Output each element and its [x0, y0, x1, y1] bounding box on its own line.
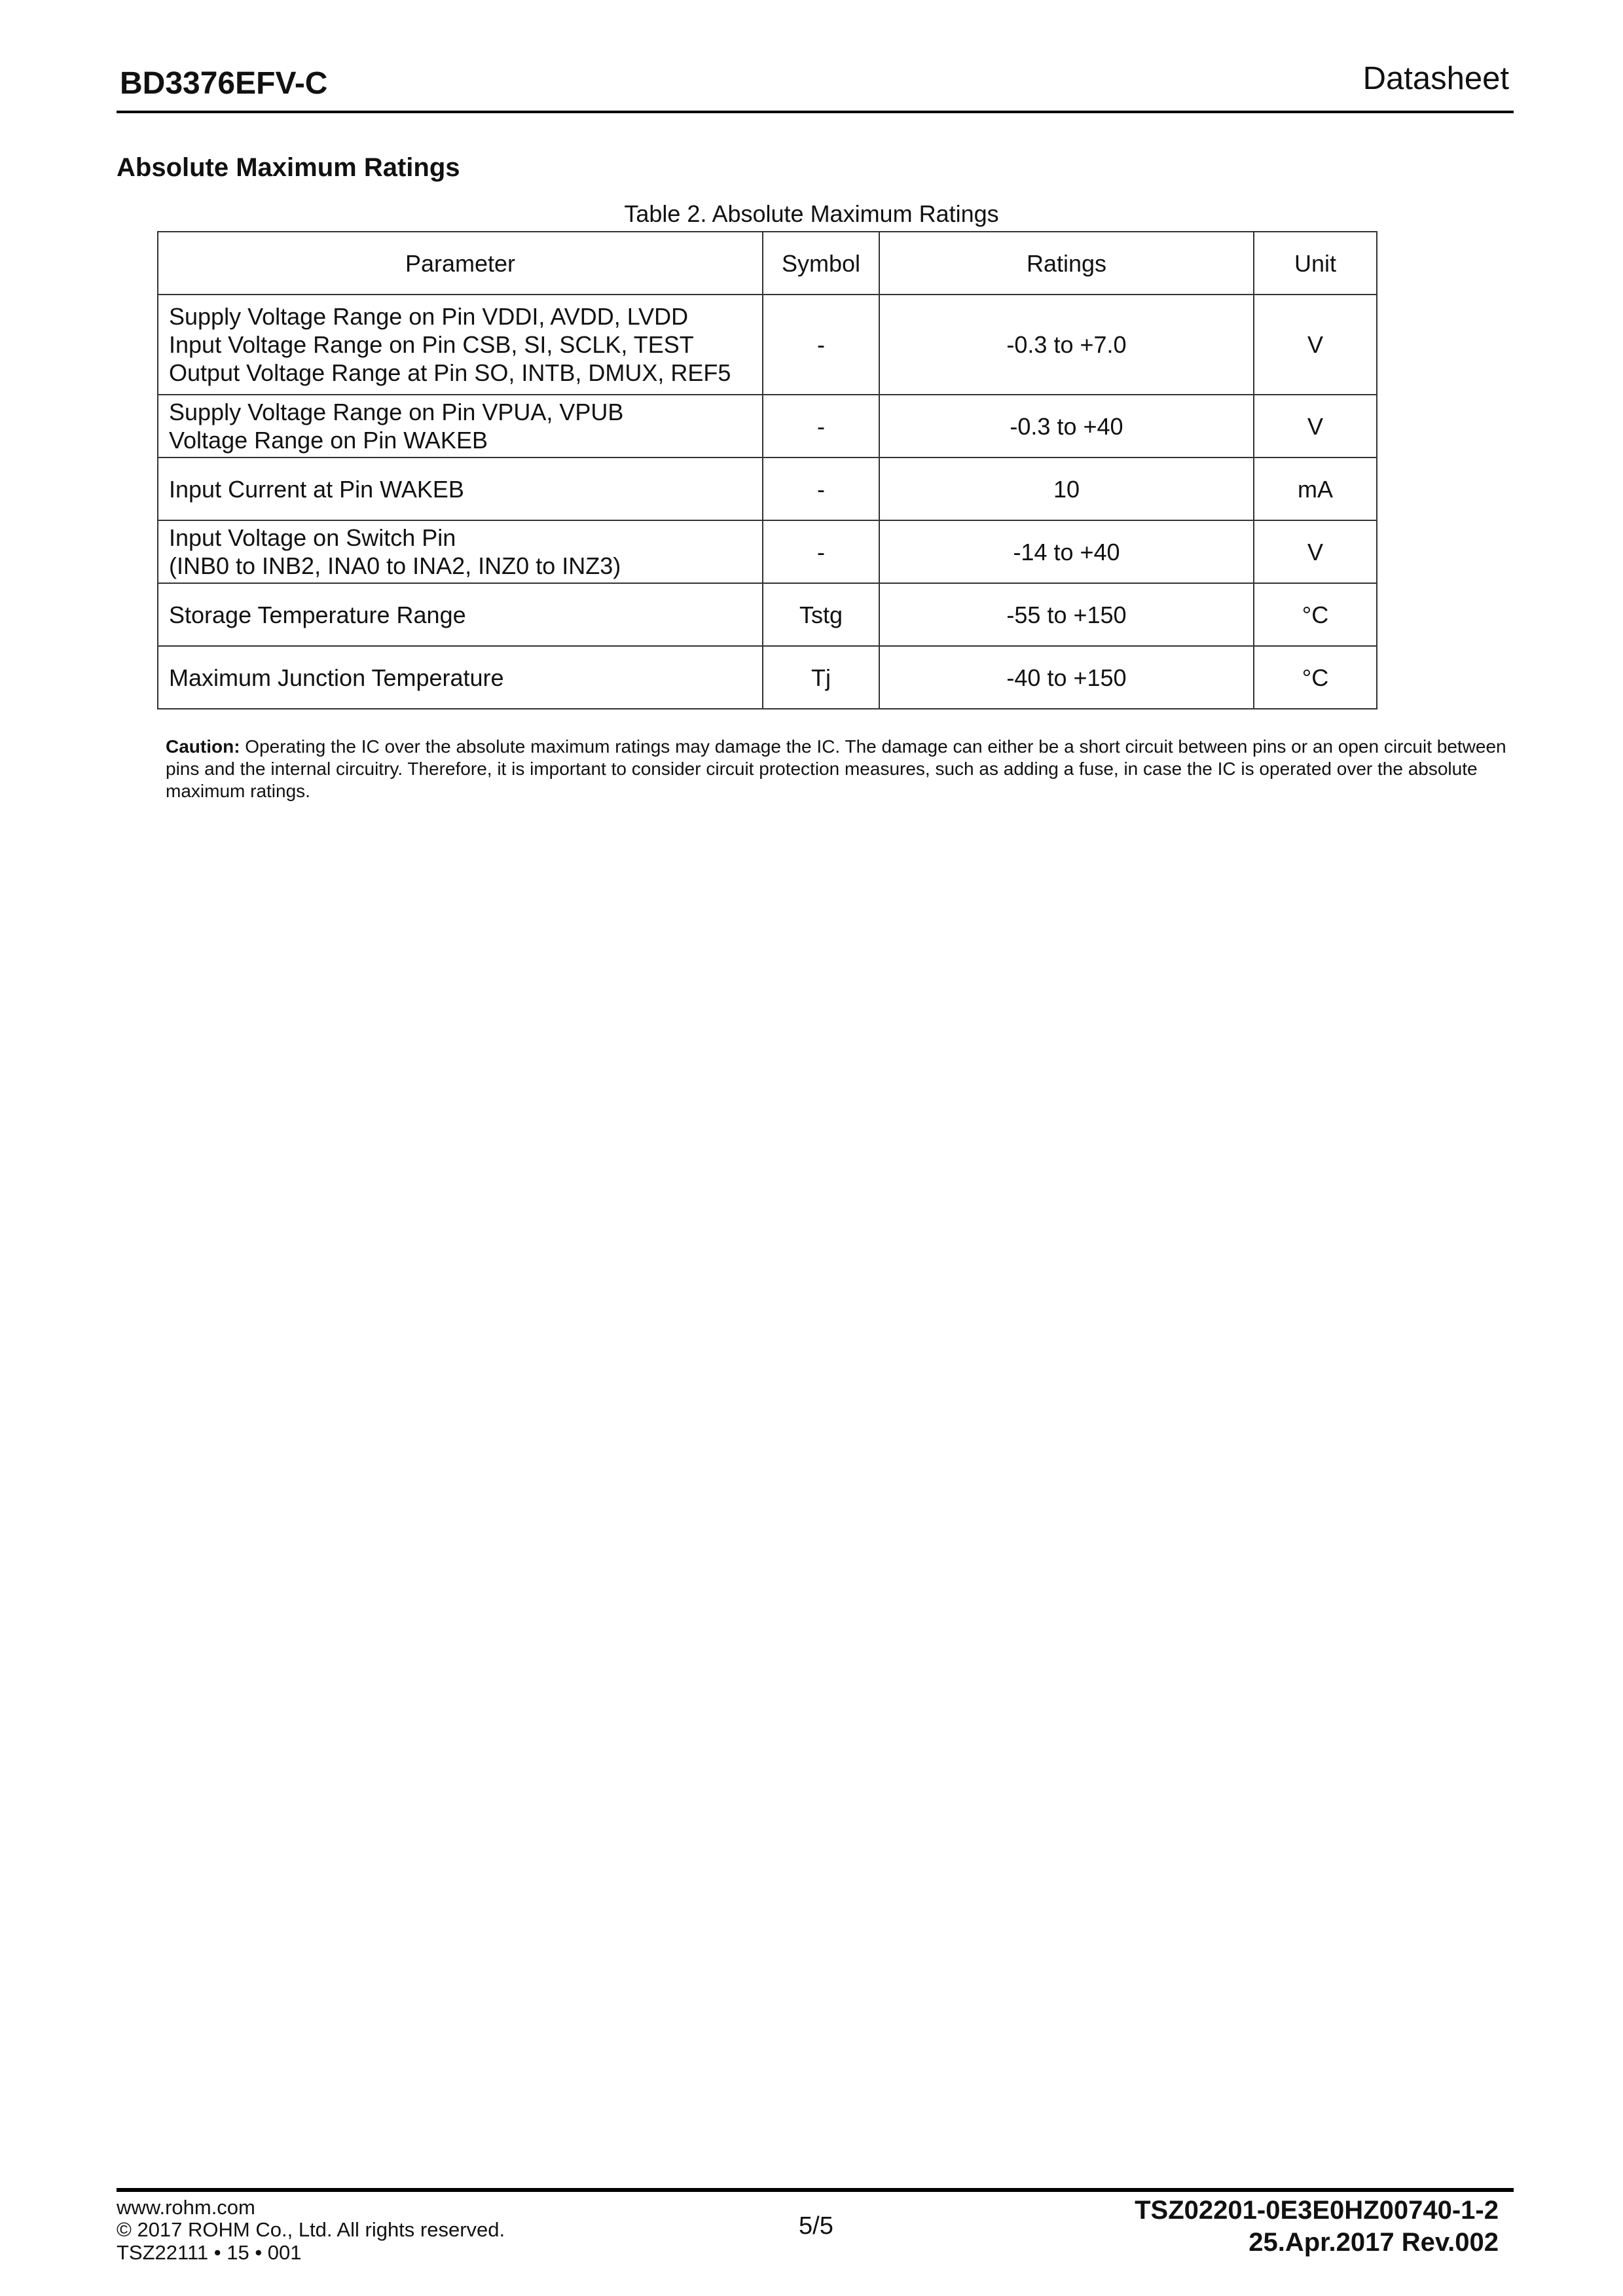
unit-cell: V — [1254, 295, 1377, 395]
parameter-line: Maximum Junction Temperature — [169, 664, 504, 691]
ratings-cell: 10 — [879, 457, 1254, 520]
table-caption: Table 2. Absolute Maximum Ratings — [624, 200, 999, 227]
ratings-cell: -14 to +40 — [879, 520, 1254, 583]
table-row — [158, 646, 1377, 709]
parameter-line: Input Current at Pin WAKEB — [169, 475, 464, 503]
unit-cell: °C — [1254, 646, 1377, 709]
parameter-cell — [158, 520, 763, 583]
page-number: 5/5 — [799, 2212, 833, 2240]
parameter-line: Voltage Range on Pin WAKEB — [169, 427, 488, 454]
column-header-ratings: Ratings — [879, 232, 1254, 295]
unit-cell: mA — [1254, 457, 1377, 520]
parameter-cell — [158, 646, 763, 709]
unit-cell: °C — [1254, 583, 1377, 646]
table-row — [158, 457, 1377, 520]
symbol-cell: Tstg — [763, 583, 879, 646]
parameter-line: Supply Voltage Range on Pin VPUA, VPUB — [169, 399, 624, 425]
table-row — [158, 295, 1377, 395]
symbol-cell: - — [763, 520, 879, 583]
table-row — [158, 583, 1377, 646]
table-row — [158, 395, 1377, 457]
symbol-cell: - — [763, 457, 879, 520]
revision-date: 25.Apr.2017 Rev.002 — [1249, 2228, 1499, 2257]
absolute-maximum-ratings-table — [157, 231, 1377, 709]
column-header-unit: Unit — [1254, 232, 1377, 295]
document-type: Datasheet — [1362, 61, 1509, 96]
caution-text: Operating the IC over the absolute maximum ratings may damage the IC. The damage can either be a short circuit between pins or an open circuit between pins and the internal circuitry. Therefore, it is important to consider circuit protection measures, such as adding a fuse, in case the IC is operated over the absolute maximum ratings. — [166, 736, 1506, 801]
parameter-line: Supply Voltage Range on Pin VDDI, AVDD, LVDD — [169, 303, 689, 330]
caution-note — [166, 736, 1514, 802]
footer-form-code: TSZ22111 • 15 • 001 — [117, 2241, 302, 2264]
parameter-cell — [158, 295, 763, 395]
symbol-cell: - — [763, 395, 879, 457]
column-header-symbol: Symbol — [763, 232, 879, 295]
parameter-line: Input Voltage on Switch Pin — [169, 524, 456, 551]
table-header-row — [158, 232, 1377, 295]
footer-website-link[interactable]: www.rohm.com — [117, 2196, 255, 2219]
footer-divider — [117, 2188, 1514, 2192]
table-row — [158, 520, 1377, 583]
ratings-cell: -0.3 to +40 — [879, 395, 1254, 457]
parameter-line: Storage Temperature Range — [169, 601, 466, 628]
ratings-cell: -0.3 to +7.0 — [879, 295, 1254, 395]
ratings-cell: -40 to +150 — [879, 646, 1254, 709]
parameter-line: Output Voltage Range at Pin SO, INTB, DMUX, REF5 — [169, 359, 731, 386]
ratings-cell: -55 to +150 — [879, 583, 1254, 646]
parameter-cell — [158, 583, 763, 646]
parameter-cell — [158, 395, 763, 457]
unit-cell: V — [1254, 395, 1377, 457]
symbol-cell: Tj — [763, 646, 879, 709]
document-number: TSZ02201-0E3E0HZ00740-1-2 — [1135, 2196, 1499, 2225]
parameter-line: (INB0 to INB2, INA0 to INA2, INZ0 to INZ3) — [169, 552, 621, 579]
symbol-cell: - — [763, 295, 879, 395]
caution-label: Caution: — [166, 736, 240, 757]
footer-copyright: © 2017 ROHM Co., Ltd. All rights reserved. — [117, 2218, 505, 2241]
unit-cell: V — [1254, 520, 1377, 583]
header-divider — [117, 111, 1514, 113]
parameter-cell — [158, 457, 763, 520]
column-header-parameter: Parameter — [158, 232, 763, 295]
parameter-line: Input Voltage Range on Pin CSB, SI, SCLK, TEST — [169, 331, 694, 358]
part-number: BD3376EFV-C — [120, 66, 328, 101]
section-title: Absolute Maximum Ratings — [117, 153, 460, 182]
